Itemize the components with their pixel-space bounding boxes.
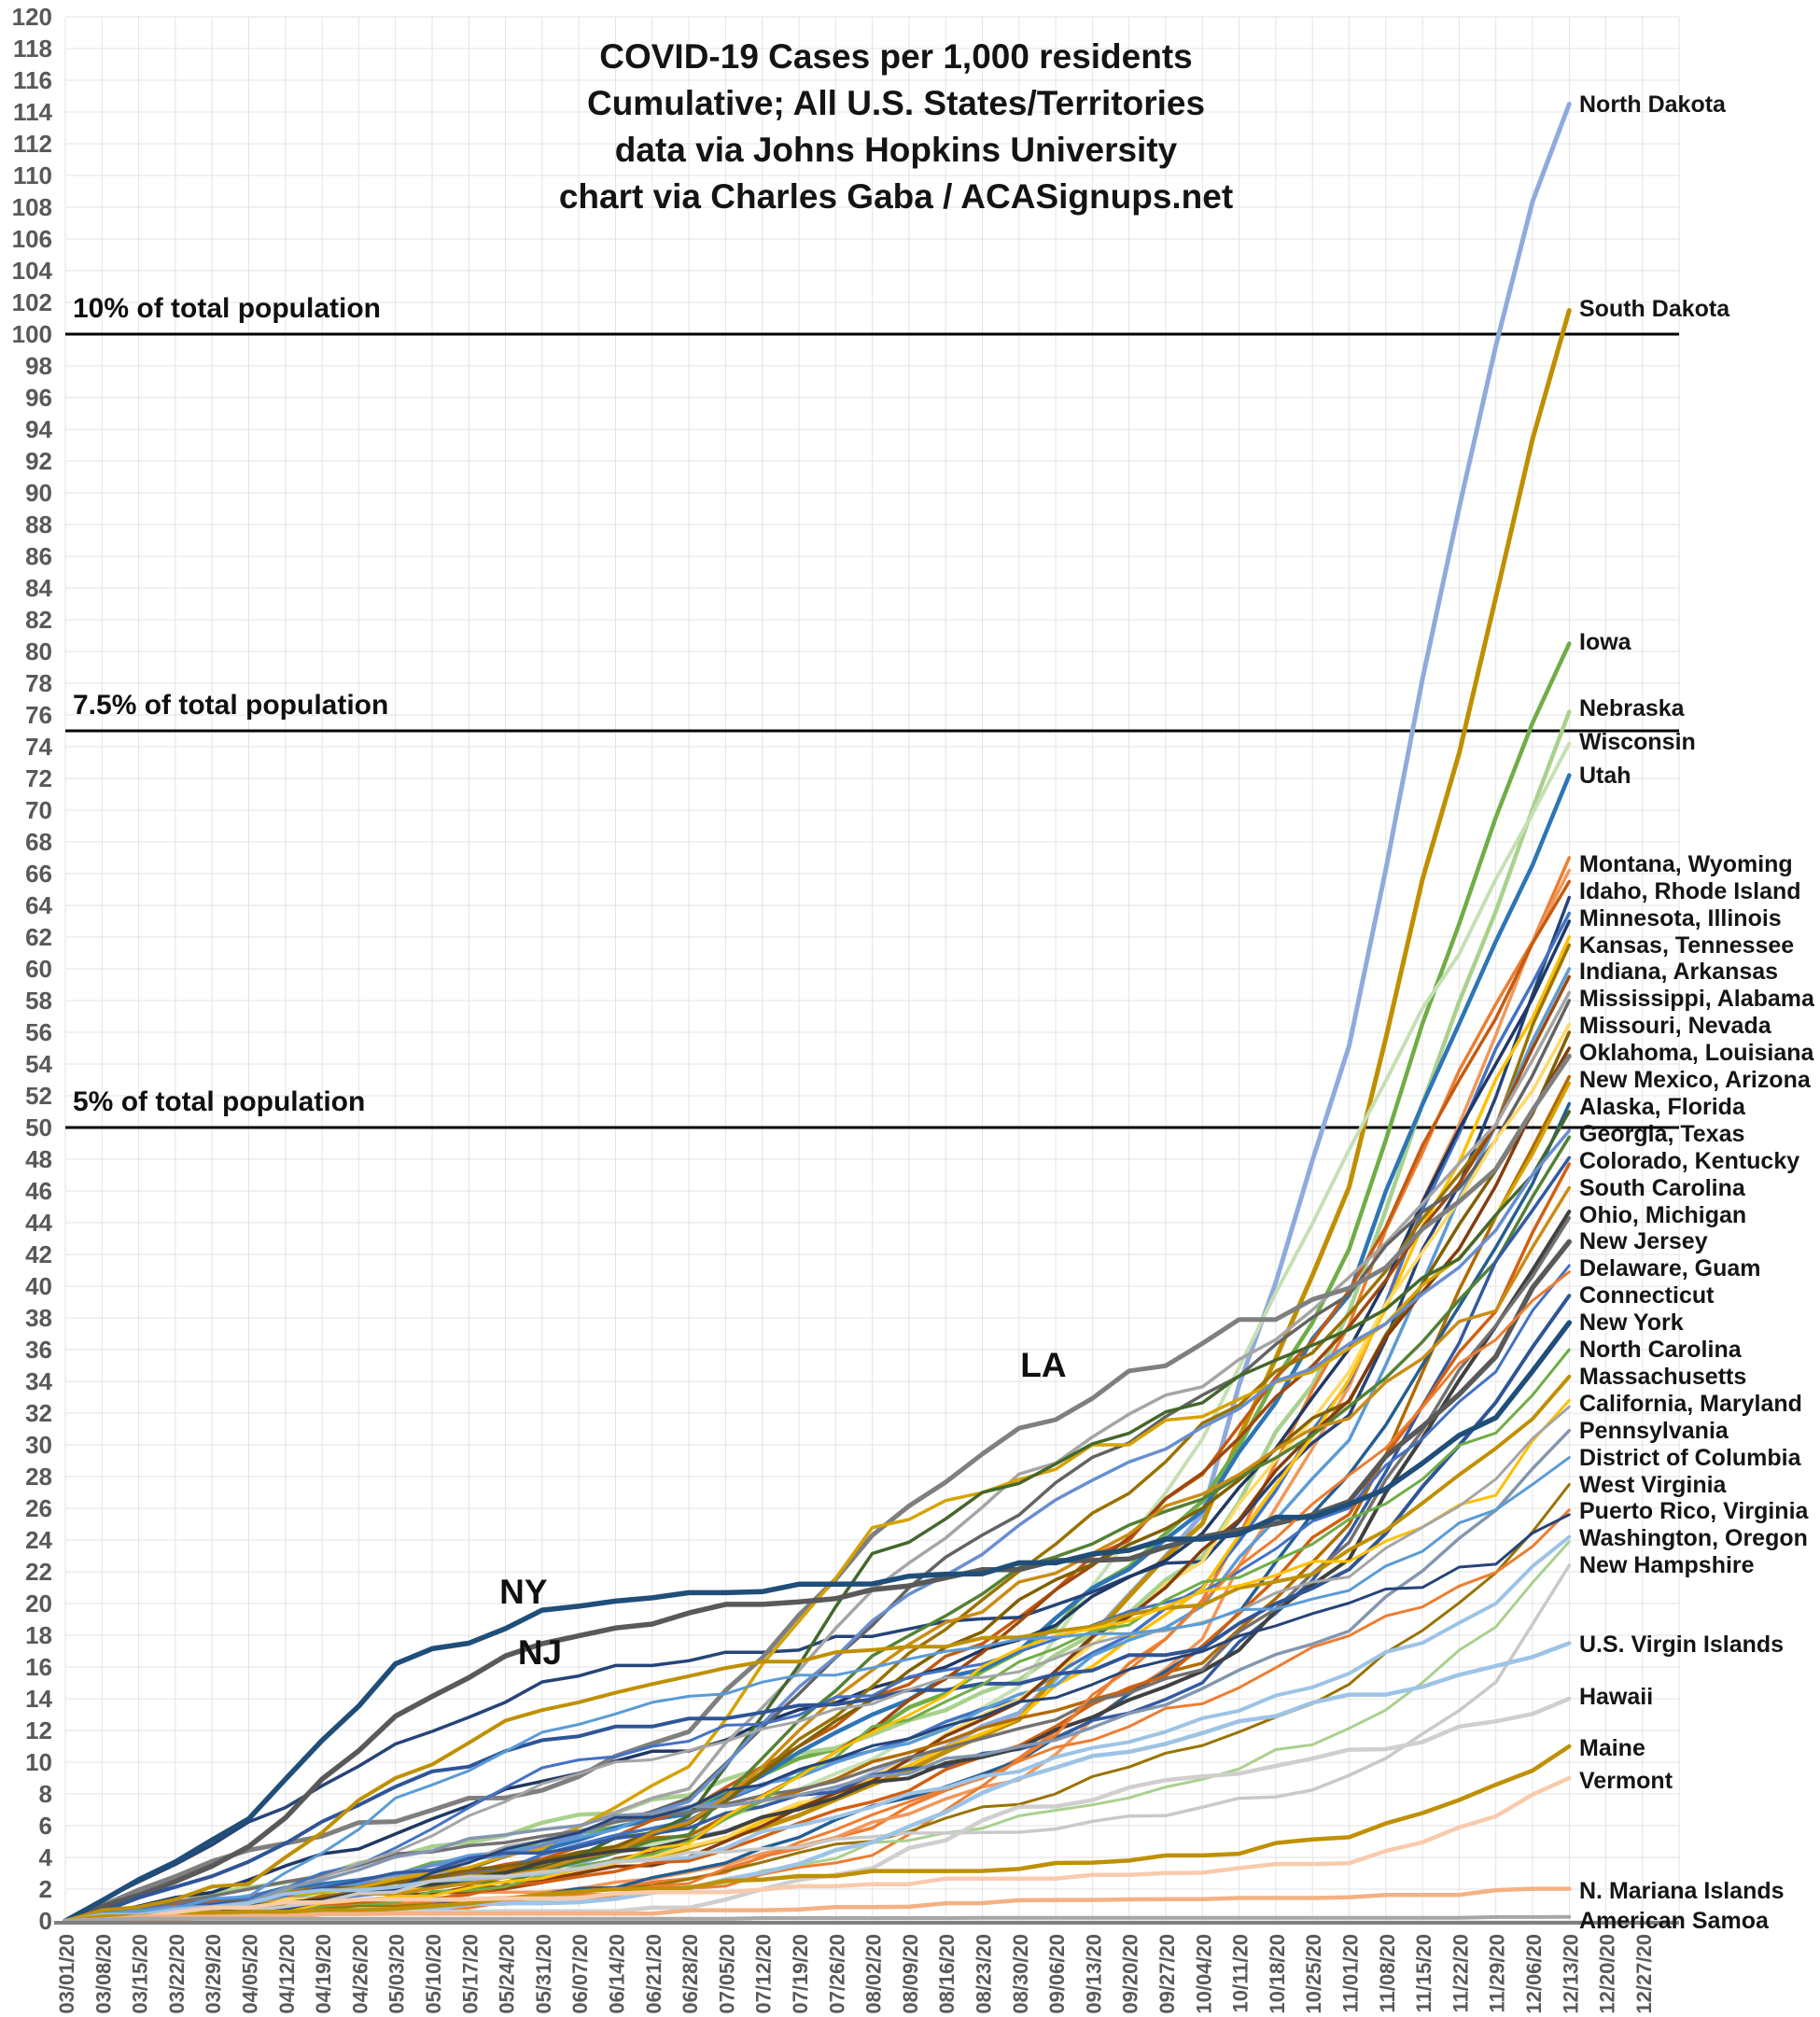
series-label-maine: Maine <box>1579 1734 1645 1761</box>
y-axis-tick-label: 106 <box>11 225 52 253</box>
chart-title-line4: chart via Charles Gaba / ACASignups.net <box>558 177 1234 216</box>
inline-series-label-ny: NY <box>499 1573 548 1612</box>
series-line-virginia <box>65 1515 1569 1921</box>
y-axis-tick-label: 8 <box>38 1780 52 1808</box>
series-label-washington-oregon: Washington, Oregon <box>1579 1525 1808 1552</box>
series-label-indiana-arkansas: Indiana, Arkansas <box>1579 959 1779 986</box>
x-axis-tick-label: 05/17/20 <box>458 1934 483 2014</box>
series-label-hawaii: Hawaii <box>1579 1684 1654 1711</box>
y-axis-tick-label: 24 <box>25 1526 52 1554</box>
series-label-california-maryland: California, Maryland <box>1579 1390 1802 1417</box>
y-axis-tick-label: 48 <box>25 1145 52 1173</box>
y-axis-tick-label: 4 <box>38 1843 52 1871</box>
x-axis-tick-label: 09/27/20 <box>1155 1934 1179 2014</box>
y-axis-tick-label: 26 <box>25 1494 52 1522</box>
series-label-north-carolina: North Carolina <box>1579 1337 1742 1363</box>
x-axis-tick-label: 08/09/20 <box>898 1934 922 2014</box>
series-label-nebraska: Nebraska <box>1579 695 1685 722</box>
y-axis-tick-label: 16 <box>25 1653 52 1681</box>
series-label-wisconsin: Wisconsin <box>1579 728 1696 755</box>
y-axis-tick-label: 74 <box>25 733 52 761</box>
series-label-north-dakota: North Dakota <box>1579 91 1726 118</box>
y-axis-tick-label: 50 <box>25 1114 52 1142</box>
series-label-new-jersey: New Jersey <box>1579 1228 1708 1255</box>
x-axis-tick-label: 12/13/20 <box>1559 1934 1583 2014</box>
x-axis-tick-label: 06/14/20 <box>605 1934 629 2014</box>
series-label-new-hampshire: New Hampshire <box>1579 1552 1755 1579</box>
y-axis-tick-label: 72 <box>25 764 52 792</box>
x-axis-tick-label: 10/04/20 <box>1192 1934 1216 2014</box>
y-axis-tick-label: 46 <box>25 1177 52 1205</box>
chart-title-line3: data via Johns Hopkins University <box>614 131 1178 169</box>
x-axis-tick-label: 11/08/20 <box>1375 1934 1399 2013</box>
series-label-oklahoma-louisiana: Oklahoma, Louisiana <box>1579 1040 1814 1067</box>
x-axis-tick-label: 04/26/20 <box>348 1934 372 2014</box>
series-line-american-samoa <box>65 1917 1569 1921</box>
y-axis-tick-label: 58 <box>25 987 52 1015</box>
series-label-massachusetts: Massachusetts <box>1579 1363 1747 1390</box>
y-axis-tick-label: 28 <box>25 1463 52 1491</box>
x-axis-tick-label: 11/22/20 <box>1449 1934 1473 2013</box>
y-axis-tick-label: 6 <box>38 1812 52 1840</box>
x-axis-tick-label: 06/07/20 <box>568 1934 593 2014</box>
x-axis-tick-label: 03/29/20 <box>202 1934 226 2014</box>
x-axis-tick-label: 07/26/20 <box>825 1934 849 2014</box>
series-label-missouri-nevada: Missouri, Nevada <box>1579 1013 1771 1040</box>
series-label-south-carolina: South Carolina <box>1579 1174 1745 1201</box>
series-label-u-s-virgin-islands: U.S. Virgin Islands <box>1579 1632 1785 1659</box>
y-axis-tick-label: 78 <box>25 669 52 697</box>
x-axis-tick-label: 12/27/20 <box>1631 1934 1656 2014</box>
y-axis-tick-label: 56 <box>25 1018 52 1046</box>
series-label-ohio-michigan: Ohio, Michigan <box>1579 1201 1747 1228</box>
y-axis-tick-label: 12 <box>25 1716 52 1744</box>
x-axis-tick-label: 03/08/20 <box>91 1934 116 2014</box>
series-label-district-of-columbia: District of Columbia <box>1579 1444 1801 1471</box>
x-axis-tick-label: 05/24/20 <box>495 1934 519 2014</box>
series-label-minnesota-illinois: Minnesota, Illinois <box>1579 904 1782 931</box>
y-axis-tick-label: 90 <box>25 479 52 507</box>
y-axis-tick-label: 18 <box>25 1621 52 1649</box>
y-axis-tick-label: 112 <box>13 130 52 158</box>
series-label-mississippi-alabama: Mississippi, Alabama <box>1579 986 1814 1013</box>
x-axis-tick-label: 03/01/20 <box>55 1934 78 2014</box>
y-axis-tick-label: 108 <box>11 193 52 221</box>
y-axis-tick-label: 102 <box>11 288 52 316</box>
series-label-new-york: New York <box>1579 1310 1684 1337</box>
y-axis-tick-label: 110 <box>13 161 52 189</box>
reference-line-label: 7.5% of total population <box>73 690 389 721</box>
reference-line-label: 10% of total population <box>73 293 381 324</box>
y-axis-tick-label: 22 <box>25 1558 52 1586</box>
y-axis-tick-label: 94 <box>25 415 52 443</box>
y-axis-tick-label: 64 <box>25 891 52 919</box>
x-axis-tick-label: 11/29/20 <box>1485 1934 1509 2013</box>
y-axis-tick-label: 120 <box>11 3 52 31</box>
y-axis-tick-label: 100 <box>11 320 52 348</box>
series-label-utah: Utah <box>1579 762 1631 789</box>
y-axis-tick-label: 30 <box>25 1431 52 1459</box>
y-axis-tick-label: 70 <box>25 796 52 824</box>
series-label-iowa: Iowa <box>1579 628 1631 655</box>
y-axis-tick-label: 96 <box>25 384 52 412</box>
x-axis-tick-label: 11/01/20 <box>1338 1934 1363 2013</box>
series-label-puerto-rico-virginia: Puerto Rico, Virginia <box>1579 1498 1809 1525</box>
y-axis-tick-label: 114 <box>13 98 52 126</box>
y-axis-tick-label: 98 <box>25 352 52 380</box>
chart-title <box>373 34 1419 220</box>
series-label-idaho-rhode-island: Idaho, Rhode Island <box>1579 877 1801 904</box>
series-label-kansas-tennessee: Kansas, Tennessee <box>1579 931 1795 959</box>
series-label-pennsylvania: Pennsylvania <box>1579 1417 1729 1444</box>
chart-title-line2: Cumulative; All U.S. States/Territories <box>586 84 1206 122</box>
y-axis-tick-label: 52 <box>25 1082 52 1110</box>
y-axis-tick-label: 84 <box>25 574 52 602</box>
x-axis-tick-label: 10/11/20 <box>1228 1934 1253 2013</box>
x-axis-tick-label: 11/15/20 <box>1412 1934 1436 2013</box>
y-axis-tick-label: 82 <box>25 606 52 634</box>
x-axis-tick-label: 06/21/20 <box>641 1934 665 2014</box>
x-axis-tick-label: 04/19/20 <box>312 1934 336 2014</box>
x-axis-tick-label: 03/22/20 <box>164 1934 189 2014</box>
series-label-connecticut: Connecticut <box>1579 1282 1715 1310</box>
y-axis-tick-label: 80 <box>25 637 52 665</box>
series-label-alaska-florida: Alaska, Florida <box>1579 1093 1745 1120</box>
series-label-south-dakota: South Dakota <box>1579 295 1730 322</box>
y-axis-tick-label: 10 <box>25 1748 52 1776</box>
y-axis-tick-label: 68 <box>25 828 52 856</box>
y-axis-tick-label: 0 <box>38 1907 52 1935</box>
x-axis-tick-label: 08/30/20 <box>1008 1934 1032 2014</box>
y-axis-tick-label: 118 <box>13 35 52 63</box>
y-axis-tick-label: 86 <box>25 542 52 570</box>
x-axis-tick-label: 08/16/20 <box>935 1934 959 2014</box>
y-axis-tick-label: 2 <box>38 1875 52 1903</box>
x-axis-tick-label: 03/15/20 <box>128 1934 152 2014</box>
x-axis-tick-label: 08/23/20 <box>972 1934 996 2014</box>
y-axis-tick-label: 20 <box>25 1590 52 1618</box>
y-axis-tick-label: 88 <box>25 511 52 539</box>
y-axis-tick-label: 32 <box>25 1399 52 1427</box>
series-line-new-jersey <box>65 1241 1569 1921</box>
inline-series-label-la: LA <box>1020 1346 1067 1385</box>
y-axis-tick-label: 40 <box>25 1272 52 1300</box>
series-label-georgia-texas: Georgia, Texas <box>1579 1120 1745 1147</box>
y-axis-tick-label: 92 <box>25 447 52 475</box>
y-axis-tick-label: 38 <box>25 1304 52 1332</box>
x-axis-tick-label: 05/10/20 <box>422 1934 445 2014</box>
series-label-new-mexico-arizona: New Mexico, Arizona <box>1579 1067 1811 1093</box>
y-axis-tick-label: 36 <box>25 1336 52 1364</box>
x-axis-tick-label: 10/18/20 <box>1265 1934 1289 2014</box>
y-axis-tick-label: 42 <box>25 1240 52 1268</box>
series-label-delaware-guam: Delaware, Guam <box>1579 1255 1761 1282</box>
chart-title-line1: COVID-19 Cases per 1,000 residents <box>599 37 1193 76</box>
x-axis-tick-label: 09/13/20 <box>1082 1934 1106 2014</box>
series-label-n-mariana-islands: N. Mariana Islands <box>1579 1877 1785 1904</box>
inline-series-label-nj: NJ <box>517 1632 563 1672</box>
x-axis-tick-label: 12/20/20 <box>1595 1934 1619 2014</box>
y-axis-tick-label: 34 <box>25 1367 52 1395</box>
series-label-american-samoa: American Samoa <box>1579 1908 1769 1934</box>
y-axis-tick-label: 66 <box>25 860 52 888</box>
x-axis-tick-label: 04/12/20 <box>274 1934 299 2014</box>
series-label-vermont: Vermont <box>1579 1768 1673 1795</box>
x-axis-tick-label: 12/06/20 <box>1522 1934 1546 2014</box>
y-axis-tick-label: 60 <box>25 955 52 983</box>
y-axis-tick-label: 62 <box>25 923 52 951</box>
x-axis-tick-label: 04/05/20 <box>238 1934 262 2014</box>
series-label-west-virginia: West Virginia <box>1579 1471 1727 1498</box>
y-axis-tick-label: 14 <box>25 1685 52 1713</box>
x-axis-tick-label: 07/05/20 <box>715 1934 739 2014</box>
series-label-montana-wyoming: Montana, Wyoming <box>1579 850 1793 877</box>
x-axis-tick-label: 05/03/20 <box>385 1934 409 2014</box>
x-axis-tick-label: 07/19/20 <box>789 1934 812 2014</box>
y-axis-tick-label: 116 <box>13 66 52 94</box>
series-line-nebraska <box>65 712 1569 1921</box>
x-axis-tick-label: 06/28/20 <box>679 1934 703 2014</box>
x-axis-tick-label: 09/20/20 <box>1118 1934 1142 2014</box>
y-axis-tick-label: 76 <box>25 701 52 729</box>
x-axis-tick-label: 05/31/20 <box>531 1934 555 2014</box>
series-label-colorado-kentucky: Colorado, Kentucky <box>1579 1147 1800 1174</box>
x-axis-tick-label: 10/25/20 <box>1302 1934 1326 2014</box>
x-axis-tick-label: 08/02/20 <box>861 1934 886 2014</box>
reference-line-label: 5% of total population <box>73 1086 366 1117</box>
y-axis-tick-label: 104 <box>11 257 52 285</box>
x-axis-tick-label: 07/12/20 <box>751 1934 776 2014</box>
y-axis-tick-label: 54 <box>25 1050 52 1078</box>
x-axis-tick-label: 09/06/20 <box>1045 1934 1070 2014</box>
y-axis-tick-label: 44 <box>25 1209 52 1237</box>
